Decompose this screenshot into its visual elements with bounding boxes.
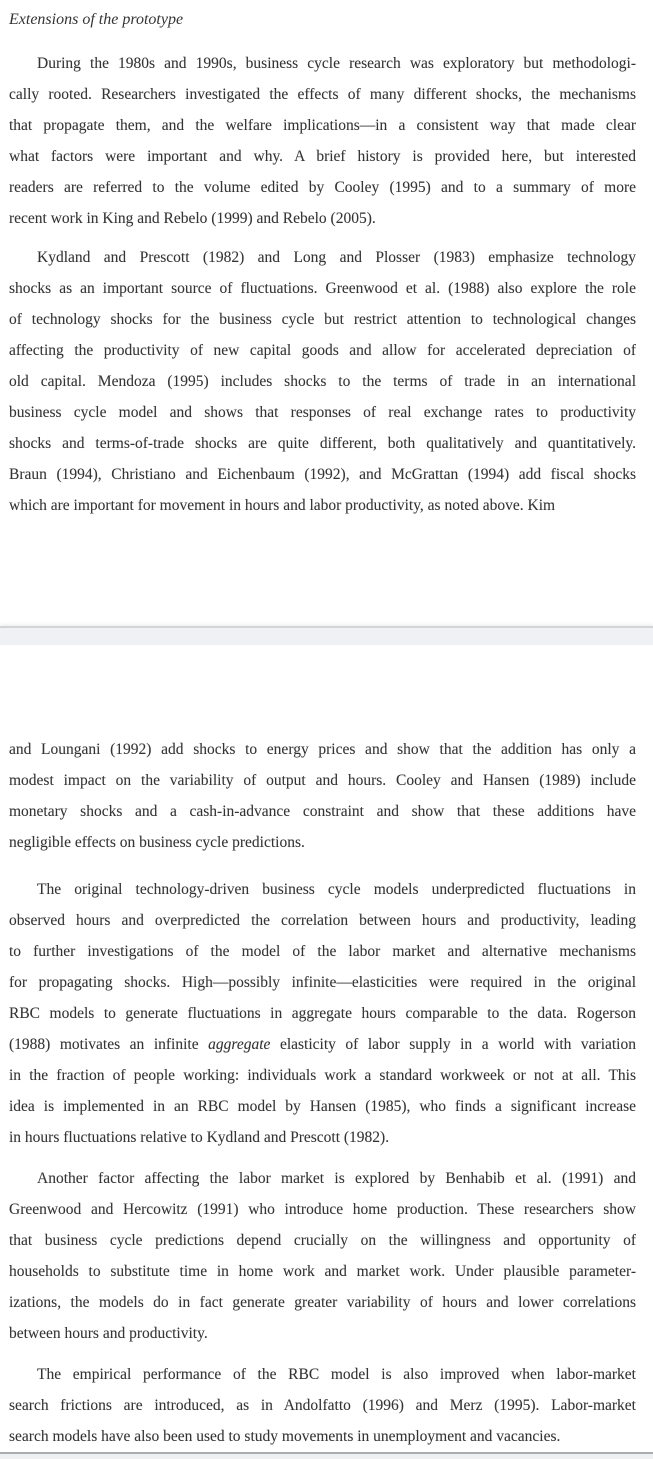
text-segment: (1988) motivates an infinite [9, 1036, 209, 1053]
text-line: search frictions are introduced, as in Andolfatto (1996) and Merz (1995). Labor-market [9, 1397, 636, 1414]
text-line: recent work in King and Rebelo (1999) and Rebelo (2005). [9, 210, 376, 227]
text-line: Braun (1994), Christiano and Eichenbaum (1992), and McGrattan (1994) add fiscal shocks [9, 466, 636, 483]
text-line: The original technology-driven business cycle models underpredicted fluctuations in [37, 881, 636, 898]
text-line: observed hours and overpredicted the correlation between hours and productivity, leading [9, 912, 636, 929]
text-line: and Loungani (1992) add shocks to energy prices and show that the addition has only a [9, 741, 636, 758]
text-line: in the fraction of people working: individuals work a standard workweek or not at all. This [9, 1067, 636, 1084]
text-line: old capital. Mendoza (1995) includes shocks to the terms of trade in an international [9, 373, 636, 390]
text-line: readers are referred to the volume edited by Cooley (1995) and to a summary of more [9, 179, 636, 196]
text-line: households to substitute time in home work and market work. Under plausible parameter- [9, 1263, 636, 1280]
text-line: Greenwood and Hercowitz (1991) who introduce home production. These researchers show [9, 1201, 636, 1218]
text-line: affecting the productivity of new capital goods and allow for accelerated depreciation of [9, 342, 636, 359]
document-page-1 [0, 0, 653, 626]
text-line: cally rooted. Researchers investigated the effects of many different shocks, the mechanisms [9, 86, 636, 103]
text-line: During the 1980s and 1990s, business cycle research was exploratory but methodologi- [37, 55, 636, 72]
text-line: negligible effects on business cycle predictions. [9, 834, 305, 851]
text-line: Kydland and Prescott (1982) and Long and Plosser (1983) emphasize technology [37, 249, 636, 266]
text-line: The empirical performance of the RBC model is also improved when labor-market [37, 1366, 636, 1383]
text-line: of technology shocks for the business cycle but restrict attention to technological changes [9, 311, 636, 328]
text-line: for propagating shocks. High—possibly infinite—elasticities were required in the original [9, 974, 636, 991]
paragraph [9, 48, 636, 234]
paragraph [9, 734, 636, 858]
text-line: RBC models to generate fluctuations in aggregate hours comparable to the data. Rogerson [9, 1005, 636, 1022]
text-line: izations, the models do in fact generate greater variability of hours and lower correlations [9, 1294, 636, 1311]
text-line: idea is implemented in an RBC model by Hansen (1985), who finds a significant increase [9, 1098, 636, 1115]
italic-word: aggregate [208, 1036, 271, 1053]
text-line: business cycle model and shows that responses of real exchange rates to productivity [9, 404, 636, 421]
document-page-2 [0, 645, 653, 1452]
text-line: which are important for movement in hours and labor productivity, as noted above. Kim [9, 497, 556, 514]
text-line: what factors were important and why. A brief history is provided here, but interested [9, 148, 636, 165]
text-line: to further investigations of the model of the labor market and alternative mechanisms [9, 943, 636, 960]
text-line: in hours fluctuations relative to Kydland and Prescott (1982). [9, 1129, 390, 1146]
text-line: between hours and productivity. [9, 1325, 208, 1342]
paragraph [9, 1359, 636, 1452]
text-line: shocks and terms-of-trade shocks are quite different, both qualitatively and quantitatively. [9, 435, 636, 452]
text-line: monetary shocks and a cash-in-advance constraint and show that these additions have [9, 803, 636, 820]
text-segment: elasticity of labor supply in a world with variation [270, 1036, 636, 1053]
paragraph [9, 1163, 636, 1349]
text-line [9, 1029, 636, 1060]
section-heading: Extensions of the prototype [9, 11, 184, 28]
text-line: modest impact on the variability of output and hours. Cooley and Hansen (1989) include [9, 772, 636, 789]
page-edge-strip [0, 1452, 653, 1459]
text-line: that business cycle predictions depend crucially on the willingness and opportunity of [9, 1232, 636, 1249]
text-line: Another factor affecting the labor market is explored by Benhabib et al. (1991) and [37, 1170, 636, 1187]
paragraph [9, 242, 636, 521]
text-line: shocks as an important source of fluctuations. Greenwood et al. (1988) also explore the role [9, 280, 636, 297]
text-line: search models have also been used to study movements in unemployment and vacancies. [9, 1428, 561, 1445]
paragraph [9, 874, 636, 1153]
text-line: that propagate them, and the welfare implications—in a consistent way that made clear [9, 117, 636, 134]
page-separator [0, 626, 653, 645]
